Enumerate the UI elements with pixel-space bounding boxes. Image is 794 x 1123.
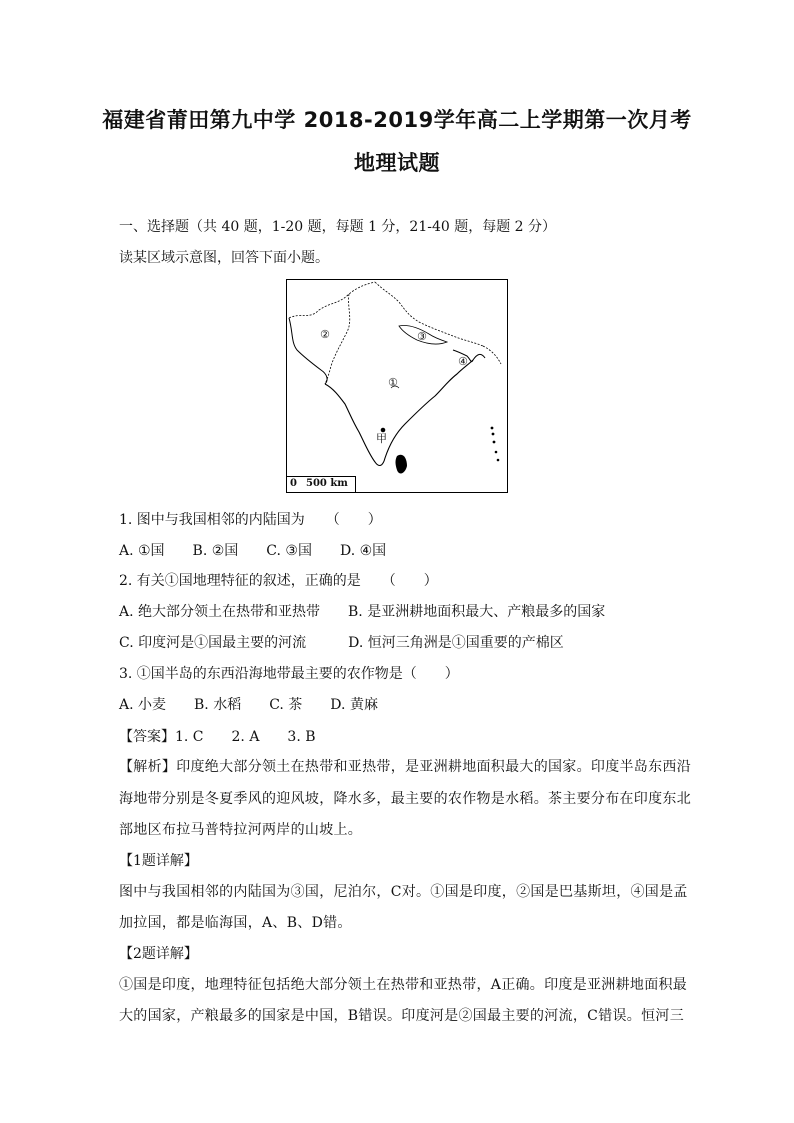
detail-1-line-1: 图中与我国相邻的内陆国为③国，尼泊尔，C对。①国是印度，②国是巴基斯坦，④国是孟 xyxy=(119,884,688,900)
question-1-options: A. ①国 B. ②国 C. ③国 D. ④国 xyxy=(119,543,387,559)
scale-zero: 0 xyxy=(290,478,297,489)
question-3-options: A. 小麦 B. 水稻 C. 茶 D. 黄麻 xyxy=(119,697,378,713)
detail-1-line-2: 加拉国，都是临海国，A、B、D错。 xyxy=(119,915,352,931)
detail-2-heading: 【2题详解】 xyxy=(119,946,198,962)
section-intro: 读某区域示意图，回答下面小题。 xyxy=(119,250,329,266)
map-scale-bar xyxy=(287,476,356,492)
scale-distance: 500 km xyxy=(306,478,348,489)
title-line-1: 福建省莆田第九中学 2018-2019学年高二上学期第一次月考 xyxy=(102,108,692,132)
map-label-4: ④ xyxy=(458,355,468,368)
map-label-2: ② xyxy=(320,328,330,341)
answer-line: 【答案】1. C 2. A 3. B xyxy=(119,729,316,745)
analysis-line-1: 【解析】印度绝大部分领土在热带和亚热带，是亚洲耕地面积最大的国家。印度半岛东西沿 xyxy=(119,759,691,775)
map-label-1: ① xyxy=(388,376,398,389)
analysis-line-2: 海地带分别是冬夏季风的迎风坡，降水多，最主要的农作物是水稻。茶主要分布在印度东北 xyxy=(119,791,691,807)
detail-1-heading: 【1题详解】 xyxy=(119,853,198,869)
question-2-options-ab: A. 绝大部分领土在热带和亚热带 B. 是亚洲耕地面积最大、产粮最多的国家 xyxy=(119,604,606,620)
question-3-stem: 3. ①国半岛的东西沿海地带最主要的农作物是（ ） xyxy=(119,666,459,682)
question-2-stem: 2. 有关①国地理特征的叙述，正确的是 （ ） xyxy=(119,573,438,589)
question-1-stem: 1. 图中与我国相邻的内陆国为 （ ） xyxy=(119,512,382,528)
detail-2-line-2: 大的国家，产粮最多的国家是中国，B错误。印度河是②国最主要的河流，C错误。恒河三 xyxy=(119,1008,684,1024)
detail-2-line-1: ①国是印度，地理特征包括绝大部分领土在热带和亚热带，A正确。印度是亚洲耕地面积最 xyxy=(119,977,688,993)
title-line-2: 地理试题 xyxy=(354,151,440,175)
analysis-line-3: 部地区布拉马普特拉河两岸的山坡上。 xyxy=(119,822,363,838)
region-map xyxy=(286,279,508,493)
question-2-options-cd: C. 印度河是①国最主要的河流 D. 恒河三角洲是①国重要的产棉区 xyxy=(119,635,564,651)
section-heading: 一、选择题（共 40 题，1-20 题，每题 1 分，21-40 题，每题 2 分） xyxy=(119,219,557,235)
map-place-jia: 甲 xyxy=(376,432,387,445)
map-label-3: ③ xyxy=(417,330,427,343)
